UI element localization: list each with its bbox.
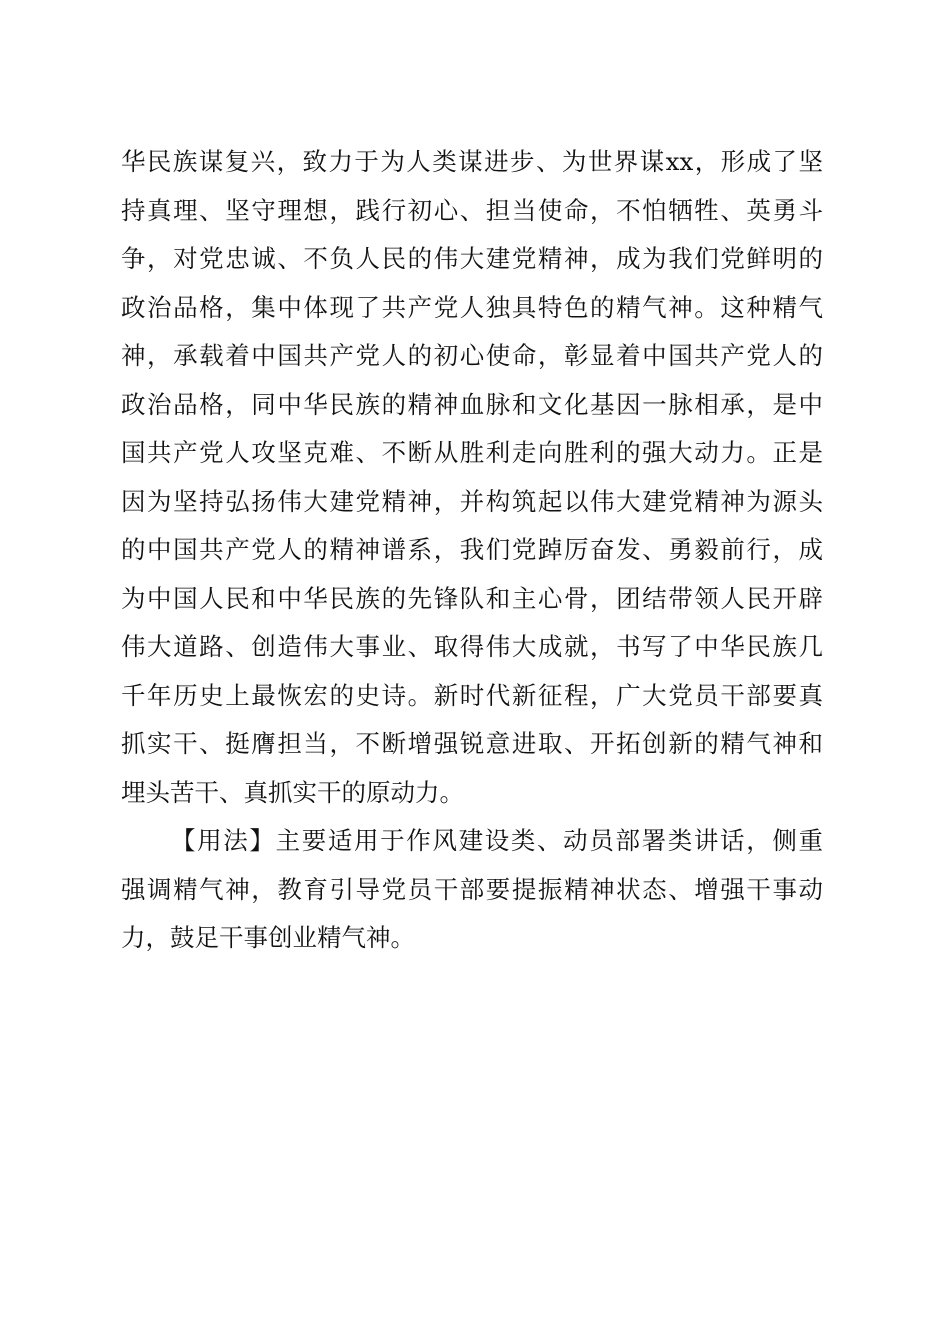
- text-line: 政治品格，集中体现了共产党人独具特色的精气神。这种精气: [121, 292, 823, 322]
- text-line: 持真理、坚守理想，践行初心、担当使命，不怕牺牲、英勇斗: [121, 195, 823, 225]
- text-line: 力，鼓足干事创业精气神。: [121, 923, 415, 952]
- text-line: 为中国人民和中华民族的先锋队和主心骨，团结带领人民开辟: [121, 583, 823, 613]
- usage-label-line: 【用法】主要适用于作风建设类、动员部署类讲话，侧重: [171, 826, 823, 855]
- text-line: 伟大道路、创造伟大事业、取得伟大成就，书写了中华民族几: [121, 632, 823, 661]
- text-line: 政治品格，同中华民族的精神血脉和文化基因一脉相承，是中: [121, 389, 823, 419]
- body-paragraph-spirit: [121, 138, 823, 817]
- usage-paragraph: [121, 817, 823, 963]
- text-line: 埋头苦干、真抓实干的原动力。: [121, 777, 464, 807]
- text-line: 华民族谋复兴，致力于为人类谋进步、为世界谋xx，形成了坚: [121, 147, 823, 176]
- text-line: 千年历史上最恢宏的史诗。新时代新征程，广大党员干部要真: [121, 680, 823, 710]
- text-line: 强调精气神，教育引导党员干部要提振精神状态、增强干事动: [121, 874, 823, 904]
- text-line: 的中国共产党人的精神谱系，我们党踔厉奋发、勇毅前行，成: [121, 535, 823, 564]
- text-line: 神，承载着中国共产党人的初心使命，彰显着中国共产党人的: [121, 341, 823, 370]
- text-line: 国共产党人攻坚克难、不断从胜利走向胜利的强大动力。正是: [121, 438, 823, 467]
- text-line: 争，对党忠诚、不负人民的伟大建党精神，成为我们党鲜明的: [121, 244, 823, 273]
- text-line: 因为坚持弘扬伟大建党精神，并构筑起以伟大建党精神为源头: [121, 486, 823, 516]
- text-line: 抓实干、挺膺担当，不断增强锐意进取、开拓创新的精气神和: [121, 729, 823, 758]
- document-body: [121, 138, 823, 963]
